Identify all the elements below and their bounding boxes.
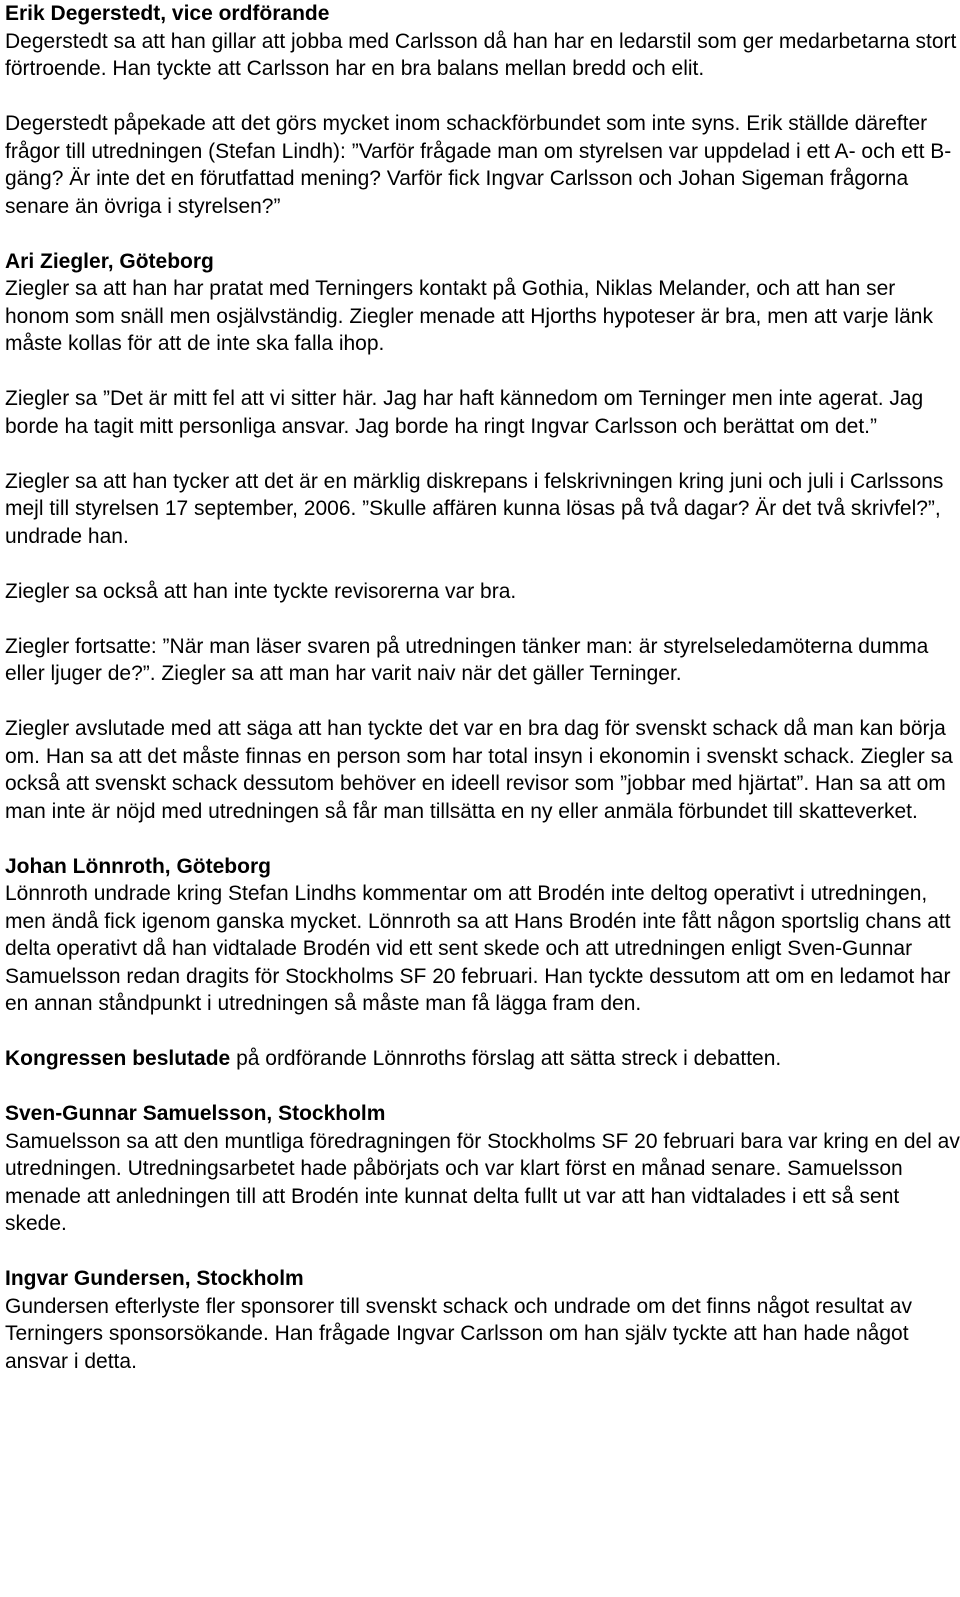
speaker-heading: Ingvar Gundersen, Stockholm <box>5 1267 304 1290</box>
section-ari-ziegler <box>5 248 960 826</box>
section-erik-degerstedt <box>5 0 960 220</box>
section-ingvar-gundersen <box>5 1265 960 1375</box>
paragraph: Lönnroth undrade kring Stefan Lindhs kommentar om att Brodén inte deltog operativt i utredningen, men ändå fick igenom ganska mycket. Lönnroth sa att Hans Brodén inte fått någon sportslig chans att delta operativt då han vidtalade Brodén vid ett sent skede och att utredningen enligt Sven-Gunnar Samuelsson redan dragits för Stockholms SF 20 februari. Han tyckte dessutom att om en ledamot har en annan ståndpunkt i utredningen så måste man få lägga fram den. <box>5 882 951 1015</box>
decision-bold: Kongressen beslutade <box>5 1047 231 1070</box>
section-johan-lonnroth <box>5 853 960 1018</box>
paragraph: Samuelsson sa att den muntliga föredragningen för Stockholms SF 20 februari bara var kring en del av utredningen. Utredningsarbetet hade påbörjats och var klart först en månad senare. Samuelsson menade att anledningen till att Brodén inte kunnat delta fullt ut var att han vidtalades i ett så sent skede. <box>5 1129 960 1235</box>
paragraph: Degerstedt påpekade att det görs mycket inom schackförbundet som inte syns. Erik ställde därefter frågor till utredningen (Stefan Lindh): ”Varför frågade man om styrelsen var uppdelad i ett A- och ett B-gäng? Är inte det en förutfattad mening? Varför fick Ingvar Carlsson och Johan Sigeman frågorna senare än övriga i styrelsen?” <box>5 112 952 218</box>
speaker-heading: Ari Ziegler, Göteborg <box>5 249 214 273</box>
paragraph: Ziegler sa ”Det är mitt fel att vi sitter här. Jag har haft kännedom om Terninger men inte agerat. Jag borde ha tagit mitt personliga ansvar. Jag borde ha ringt Ingvar Carlsson och berättat om det.” <box>5 387 924 438</box>
decision-paragraph <box>5 1045 960 1073</box>
paragraph: Ziegler sa att han har pratat med Terningers kontakt på Gothia, Niklas Melander, och att han ser honom som snäll men osjälvständig. Ziegler menade att Hjorths hypoteser är bra, men att varje länk måste kollas för att de inte ska falla ihop. <box>5 277 933 355</box>
speaker-heading: Erik Degerstedt, vice ordförande <box>5 2 330 25</box>
paragraph: Degerstedt sa att han gillar att jobba med Carlsson då han har en ledarstil som ger medarbetarna stort förtroende. Han tyckte att Carlsson har en bra balans mellan bredd och elit. <box>5 29 957 80</box>
speaker-heading: Sven-Gunnar Samuelsson, Stockholm <box>5 1102 386 1125</box>
paragraph: Ziegler fortsatte: ”När man läser svaren på utredningen tänker man: är styrelseledamöterna dumma eller ljuger de?”. Ziegler sa att man har varit naiv när det gäller Terninger. <box>5 634 929 685</box>
paragraph: Gundersen efterlyste fler sponsorer till svenskt schack och undrade om det finns något resultat av Terningers sponsorsökande. Han frågade Ingvar Carlsson om han själv tyckte att han hade något ansvar i detta. <box>5 1294 912 1373</box>
paragraph: Ziegler sa också att han inte tyckte revisorerna var bra. <box>5 579 517 603</box>
paragraph: Ziegler sa att han tycker att det är en märklig diskrepans i felskrivningen kring juni och juli i Carlssons mejl till styrelsen 17 september, 2006. ”Skulle affären kunna lösas på två dagar? Är det två skrivfel?”, undrade han. <box>5 469 944 548</box>
decision-text: på ordförande Lönnroths förslag att sätta streck i debatten. <box>230 1047 782 1070</box>
paragraph: Ziegler avslutade med att säga att han tyckte det var en bra dag för svenskt schack då man kan börja om. Han sa att det måste finnas en person som har total insyn i ekonomin i svenskt schack. Ziegler sa också att svenskt schack dessutom behöver en ideell revisor som ”jobbar med hjärtat”. Han sa att om man inte är nöjd med utredningen så får man tillsätta en ny eller anmäla förbundet till skatteverket. <box>5 717 953 823</box>
section-sven-gunnar-samuelsson <box>5 1100 960 1238</box>
speaker-heading: Johan Lönnroth, Göteborg <box>5 854 271 878</box>
